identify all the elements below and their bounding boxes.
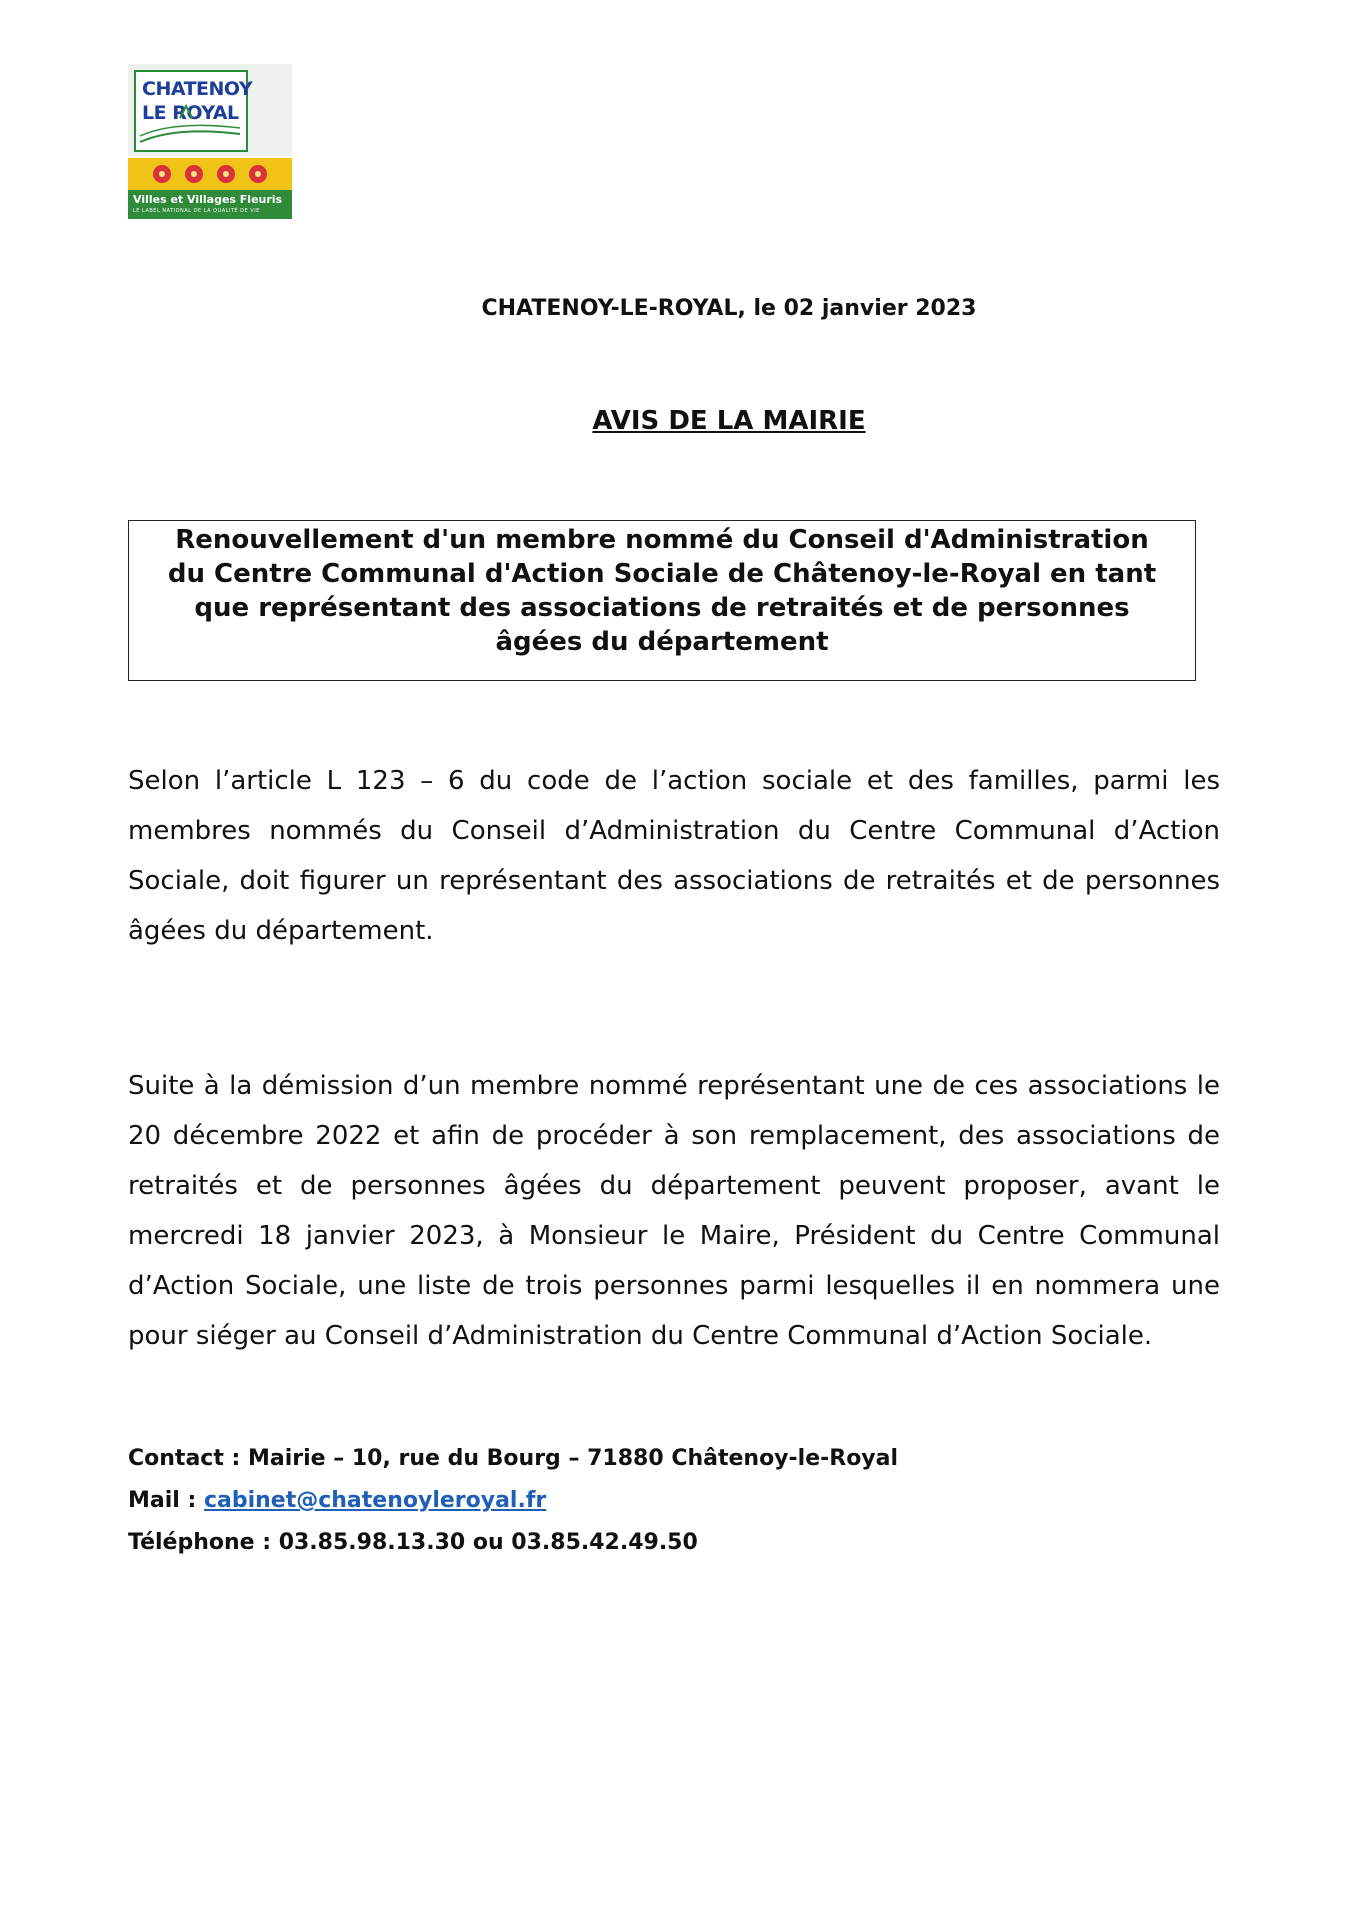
flowers-icon — [150, 162, 274, 186]
dateline: CHATENOY-LE-ROYAL, le 02 janvier 2023 — [481, 296, 977, 321]
subject-line: âgées du département — [495, 627, 829, 657]
mail-label: Mail : — [128, 1488, 204, 1513]
mail-link[interactable]: cabinet@chatenoyleroyal.fr — [203, 1488, 547, 1513]
logo-top-panel — [128, 64, 292, 156]
subject-line: que représentant des associations de retraités et de personnes — [194, 593, 1130, 623]
subject-line: Renouvellement d'un membre nommé du Conseil d'Administration — [175, 525, 1149, 555]
subject-text — [129, 521, 1195, 659]
contact-address: Contact : Mairie – 10, rue du Bourg – 71880 Châtenoy-le-Royal — [128, 1446, 899, 1471]
contact-mail-row — [128, 1480, 898, 1522]
town-logo — [128, 64, 292, 219]
contact-phone: Téléphone : 03.85.98.13.30 ou 03.85.42.49.50 — [128, 1530, 698, 1555]
page-title: AVIS DE LA MAIRIE — [592, 406, 866, 436]
body-paragraph-2: Suite à la démission d’un membre nommé représentant une de ces associations le 20 décembre 2022 et afin de procéder à son remplacement, des associations de retraités et de personnes âgées du département peuvent proposer, avant le mercredi 18 janvier 2023, à Monsieur le Maire, Président du Centre Communal d’Action Sociale, une liste de trois personnes parmi lesquelles il en nommera une pour siéger au Conseil d’Administration du Centre Communal d’Action Sociale. — [128, 1071, 1220, 1351]
logo-subtitle: LE LABEL NATIONAL DE LA QUALITÉ DE VIE — [133, 208, 260, 214]
castle-wave-icon — [136, 72, 246, 150]
body-paragraph-1: Selon l’article L 123 – 6 du code de l’action sociale et des familles, parmi les membres nommés du Conseil d’Administration du Centre Communal d’Action Sociale, doit figurer un représentant des associations de retraités et de personnes âgées du département. — [128, 766, 1220, 946]
logo-label-text: Villes et Villages Fleuris — [133, 193, 283, 206]
logo-flower-band — [128, 158, 292, 219]
logo-text-line1: CHATENOY — [142, 78, 253, 100]
logo-text-line2: LE ROYAL — [142, 102, 239, 124]
subject-box — [128, 520, 1196, 681]
subject-line: du Centre Communal d'Action Sociale de Châtenoy-le-Royal en tant — [167, 559, 1157, 589]
logo-frame — [134, 70, 253, 152]
contact-block — [128, 1438, 898, 1564]
logo-label-strip — [128, 190, 292, 219]
